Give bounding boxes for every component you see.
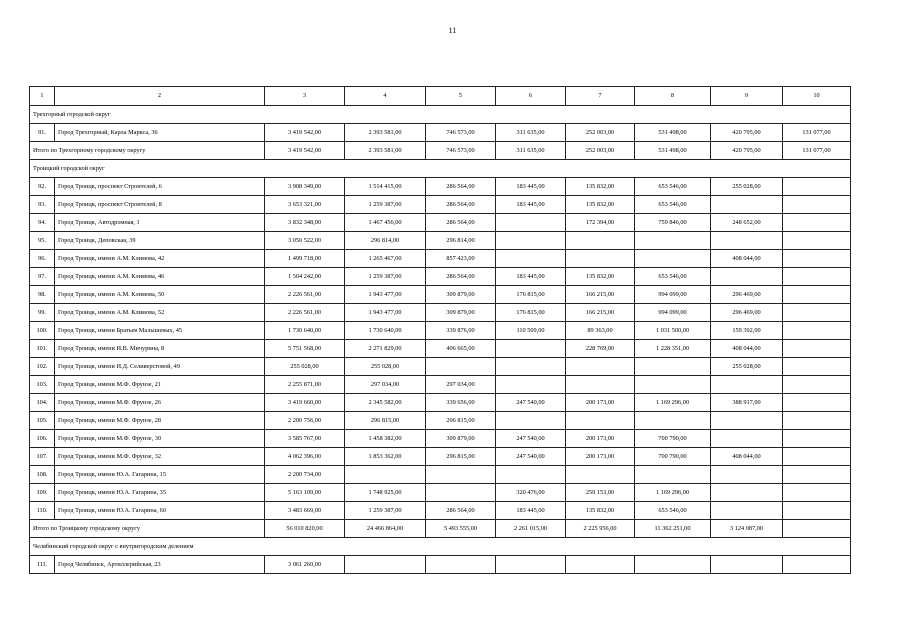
amount-cell: 531 498,00 [635,124,711,142]
amount-cell [711,466,783,484]
amount-cell: 3 419 542,00 [265,124,345,142]
amount-cell [345,466,426,484]
amount-cell [783,340,851,358]
amount-cell [711,412,783,430]
table-row [30,124,851,142]
address-cell: Город Трехгорный, Карла Маркса, 36 [55,124,265,142]
amount-cell [783,448,851,466]
amount-cell [566,376,635,394]
amount-cell [496,214,566,232]
total-cell: 252 003,00 [566,142,635,160]
amount-cell: 228 769,00 [566,340,635,358]
amount-cell: 311 635,00 [496,124,566,142]
amount-cell: 1 499 718,00 [265,250,345,268]
table-row [30,412,851,430]
amount-cell [496,232,566,250]
amount-cell: 176 815,00 [496,304,566,322]
total-cell: 746 573,00 [426,142,496,160]
total-cell: 311 635,00 [496,142,566,160]
amount-cell: 700 790,00 [635,430,711,448]
amount-cell [783,376,851,394]
amount-cell [783,484,851,502]
amount-cell: 1 169 296,00 [635,394,711,412]
table-row [30,448,851,466]
address-cell: Город Челябинск, Артиллерийская, 23 [55,556,265,574]
amount-cell: 2 226 561,00 [265,286,345,304]
amount-cell [711,268,783,286]
amount-cell: 166 215,00 [566,304,635,322]
total-row [30,142,851,160]
amount-cell: 255 028,00 [345,358,426,376]
amount-cell [711,502,783,520]
total-cell: 11 362 251,00 [635,520,711,538]
amount-cell [711,196,783,214]
amount-cell: 296 814,00 [426,232,496,250]
total-label: Итого по Троицкому городскому округу [30,520,265,538]
header-cell: 5 [426,87,496,106]
row-number: 102. [30,358,55,376]
amount-cell [426,484,496,502]
amount-cell: 166 215,00 [566,286,635,304]
amount-cell [635,376,711,394]
amount-cell [783,250,851,268]
table-row [30,394,851,412]
row-number: 106. [30,430,55,448]
amount-cell: 2 200 734,00 [265,466,345,484]
amount-cell: 297 034,00 [426,376,496,394]
amount-cell: 296 815,00 [426,412,496,430]
total-cell: 2 261 015,00 [496,520,566,538]
amount-cell: 1 259 387,00 [345,268,426,286]
amount-cell: 309 879,00 [426,430,496,448]
amount-cell: 252 003,00 [566,124,635,142]
amount-cell [783,502,851,520]
total-cell: 531 498,00 [635,142,711,160]
section-title: Трехгорный городской округ [30,106,851,124]
address-cell: Город Троицк, проспект Строителей, 8 [55,196,265,214]
amount-cell: 183 445,00 [496,268,566,286]
total-cell: 5 493 555,00 [426,520,496,538]
amount-cell: 406 665,00 [426,340,496,358]
total-cell: 3 124 087,00 [711,520,783,538]
amount-cell [635,232,711,250]
amount-cell: 135 832,00 [566,178,635,196]
table-row [30,556,851,574]
amount-cell [635,466,711,484]
amount-cell: 286 564,00 [426,196,496,214]
amount-cell [496,358,566,376]
amount-cell [783,196,851,214]
table-row [30,430,851,448]
amount-cell [783,304,851,322]
amount-cell: 135 832,00 [566,502,635,520]
table-row [30,466,851,484]
amount-cell: 653 546,00 [635,178,711,196]
amount-cell [783,466,851,484]
amount-cell: 3 908 349,00 [265,178,345,196]
amount-cell [496,250,566,268]
section-row [30,160,851,178]
row-number: 110. [30,502,55,520]
total-cell: 2 225 956,00 [566,520,635,538]
amount-cell: 2 255 871,00 [265,376,345,394]
amount-cell: 653 546,00 [635,268,711,286]
row-number: 109. [30,484,55,502]
amount-cell: 247 540,00 [496,394,566,412]
row-number: 93. [30,196,55,214]
amount-cell: 286 564,00 [426,502,496,520]
amount-cell: 1 514 415,00 [345,178,426,196]
amount-cell: 183 445,00 [496,196,566,214]
amount-cell [783,430,851,448]
row-number: 105. [30,412,55,430]
total-label: Итого по Трехгорному городскому округу [30,142,265,160]
table-row [30,304,851,322]
amount-cell: 159 392,00 [711,322,783,340]
table-row [30,250,851,268]
amount-cell: 255 028,00 [265,358,345,376]
amount-cell: 320 476,00 [496,484,566,502]
address-cell: Город Троицк, имени А.М. Климова, 46 [55,268,265,286]
amount-cell: 255 028,00 [711,358,783,376]
total-cell: 131 077,00 [783,142,851,160]
amount-cell: 3 653 321,00 [265,196,345,214]
amount-cell: 259 153,00 [566,484,635,502]
row-number: 97. [30,268,55,286]
amount-cell: 5 163 109,00 [265,484,345,502]
row-number: 101. [30,340,55,358]
amount-cell: 3 585 767,00 [265,430,345,448]
amount-cell: 286 564,00 [426,178,496,196]
table-row [30,214,851,232]
table-row [30,232,851,250]
row-number: 92. [30,178,55,196]
amount-cell [496,556,566,574]
amount-cell [783,394,851,412]
page-number: 11 [448,26,457,35]
amount-cell: 297 034,00 [345,376,426,394]
total-cell [783,520,851,538]
amount-cell: 89 363,00 [566,322,635,340]
amount-cell: 408 044,00 [711,448,783,466]
address-cell: Город Троицк, имени Братьев Малышевых, 45 [55,322,265,340]
amount-cell: 1 259 387,00 [345,502,426,520]
header-cell: 2 [55,87,265,106]
amount-cell [566,466,635,484]
amount-cell [783,412,851,430]
amount-cell [635,250,711,268]
amount-cell [496,412,566,430]
header-cell: 1 [30,87,55,106]
amount-cell: 1 943 477,00 [345,286,426,304]
address-cell: Город Троицк, имени М.Ф. Фрунзе, 28 [55,412,265,430]
amount-cell: 172 394,00 [566,214,635,232]
amount-cell [783,322,851,340]
address-cell: Город Троицк, Деповская, 39 [55,232,265,250]
amount-cell: 1 730 640,00 [345,322,426,340]
row-number: 107. [30,448,55,466]
total-cell: 56 010 820,00 [265,520,345,538]
amount-cell [426,358,496,376]
amount-cell: 255 028,00 [711,178,783,196]
amount-cell [496,340,566,358]
amount-cell: 2 393 581,00 [345,124,426,142]
table-row [30,322,851,340]
amount-cell: 200 173,00 [566,394,635,412]
amount-cell: 2 200 756,00 [265,412,345,430]
amount-cell [566,358,635,376]
table-row [30,484,851,502]
amount-cell: 4 062 396,00 [265,448,345,466]
row-number: 98. [30,286,55,304]
amount-cell: 2 345 582,00 [345,394,426,412]
document-table [29,86,851,574]
amount-cell [783,556,851,574]
amount-cell [711,232,783,250]
amount-cell [635,412,711,430]
amount-cell: 1 504 242,00 [265,268,345,286]
row-number: 94. [30,214,55,232]
amount-cell [635,556,711,574]
amount-cell [426,556,496,574]
amount-cell: 3 832 348,00 [265,214,345,232]
amount-cell: 176 815,00 [496,286,566,304]
amount-cell: 1 265 467,00 [345,250,426,268]
amount-cell [711,376,783,394]
table-row [30,376,851,394]
total-cell: 24 466 864,00 [345,520,426,538]
amount-cell [635,358,711,376]
amount-cell: 339 876,00 [426,322,496,340]
address-cell: Город Троицк, имени Ю.А. Гагарина, 60 [55,502,265,520]
amount-cell: 248 652,00 [711,214,783,232]
amount-cell: 135 832,00 [566,196,635,214]
amount-cell: 1 169 296,00 [635,484,711,502]
section-row [30,538,851,556]
address-cell: Город Троицк, имени А.М. Климова, 52 [55,304,265,322]
amount-cell [496,466,566,484]
header-cell: 3 [265,87,345,106]
amount-cell: 3 050 522,00 [265,232,345,250]
amount-cell: 183 445,00 [496,502,566,520]
amount-cell [711,484,783,502]
amount-cell [566,556,635,574]
table-row [30,178,851,196]
amount-cell: 296 469,00 [711,286,783,304]
amount-cell: 3 483 669,00 [265,502,345,520]
amount-cell [711,430,783,448]
row-number: 95. [30,232,55,250]
address-cell: Город Троицк, имени И.В. Мичурина, 8 [55,340,265,358]
header-cell: 9 [711,87,783,106]
amount-cell: 994 099,00 [635,304,711,322]
amount-cell: 1 748 925,00 [345,484,426,502]
amount-cell: 408 044,00 [711,250,783,268]
amount-cell: 1 467 456,00 [345,214,426,232]
row-number: 108. [30,466,55,484]
amount-cell: 759 846,00 [635,214,711,232]
amount-cell: 746 573,00 [426,124,496,142]
amount-cell: 247 540,00 [496,430,566,448]
amount-cell: 1 943 477,00 [345,304,426,322]
header-cell: 8 [635,87,711,106]
row-number: 91. [30,124,55,142]
amount-cell: 339 656,00 [426,394,496,412]
total-cell: 420 795,00 [711,142,783,160]
amount-cell [783,178,851,196]
table-row [30,502,851,520]
header-row [30,87,851,106]
row-number: 111. [30,556,55,574]
amount-cell: 1 031 500,00 [635,322,711,340]
address-cell: Город Троицк, имени М.Ф. Фрунзе, 32 [55,448,265,466]
amount-cell [345,556,426,574]
header-cell: 10 [783,87,851,106]
amount-cell [711,556,783,574]
amount-cell: 200 173,00 [566,448,635,466]
address-cell: Город Троицк, имени М.Ф. Фрунзе, 30 [55,430,265,448]
amount-cell [496,376,566,394]
table-row [30,358,851,376]
amount-cell [566,412,635,430]
row-number: 104. [30,394,55,412]
amount-cell [783,214,851,232]
amount-cell: 131 077,00 [783,124,851,142]
amount-cell: 247 540,00 [496,448,566,466]
amount-cell: 653 546,00 [635,196,711,214]
amount-cell: 286 564,00 [426,268,496,286]
total-cell: 3 419 542,00 [265,142,345,160]
header-cell: 7 [566,87,635,106]
amount-cell: 653 546,00 [635,502,711,520]
amount-cell: 2 271 829,00 [345,340,426,358]
amount-cell: 994 099,00 [635,286,711,304]
amount-cell: 408 044,00 [711,340,783,358]
amount-cell: 3 419 660,00 [265,394,345,412]
table-row [30,196,851,214]
amount-cell: 857 423,00 [426,250,496,268]
amount-cell: 200 173,00 [566,430,635,448]
amount-cell: 296 469,00 [711,304,783,322]
amount-cell: 296 814,00 [345,232,426,250]
amount-cell: 1 853 362,00 [345,448,426,466]
amount-cell: 309 879,00 [426,304,496,322]
amount-cell [426,466,496,484]
table-body [30,87,851,574]
amount-cell: 183 445,00 [496,178,566,196]
amount-cell: 1 730 640,00 [265,322,345,340]
table-row [30,340,851,358]
address-cell: Город Троицк, имени Ю.А. Гагарина, 15 [55,466,265,484]
amount-cell [783,268,851,286]
section-row [30,106,851,124]
section-title: Троицкий городской округ [30,160,851,178]
header-cell: 4 [345,87,426,106]
amount-cell: 700 790,00 [635,448,711,466]
amount-cell: 5 751 568,00 [265,340,345,358]
amount-cell [783,286,851,304]
address-cell: Город Троицк, Автодромная, 1 [55,214,265,232]
header-cell: 6 [496,87,566,106]
row-number: 96. [30,250,55,268]
amount-cell: 309 879,00 [426,286,496,304]
row-number: 103. [30,376,55,394]
amount-cell: 420 795,00 [711,124,783,142]
amount-cell: 3 061 260,00 [265,556,345,574]
row-number: 99. [30,304,55,322]
amount-cell: 388 917,00 [711,394,783,412]
amount-cell: 1 228 351,00 [635,340,711,358]
address-cell: Город Троицк, имени А.М. Климова, 50 [55,286,265,304]
address-cell: Город Троицк, имени И.Д. Селиверстовой, 49 [55,358,265,376]
amount-cell: 135 832,00 [566,268,635,286]
amount-cell: 1 259 387,00 [345,196,426,214]
address-cell: Город Троицк, имени М.Ф. Фрунзе, 21 [55,376,265,394]
address-cell: Город Троицк, проспект Строителей, 6 [55,178,265,196]
table-row [30,268,851,286]
total-row [30,520,851,538]
address-cell: Город Троицк, имени М.Ф. Фрунзе, 26 [55,394,265,412]
table-row [30,286,851,304]
amount-cell: 296 815,00 [426,448,496,466]
address-cell: Город Троицк, имени А.М. Климова, 42 [55,250,265,268]
amount-cell [566,232,635,250]
amount-cell: 296 815,00 [345,412,426,430]
amount-cell [566,250,635,268]
row-number: 100. [30,322,55,340]
amount-cell: 286 564,00 [426,214,496,232]
address-cell: Город Троицк, имени Ю.А. Гагарина, 35 [55,484,265,502]
amount-cell [783,358,851,376]
total-cell: 2 393 581,00 [345,142,426,160]
amount-cell: 1 458 382,00 [345,430,426,448]
amount-cell: 2 226 561,00 [265,304,345,322]
amount-cell: 110 509,00 [496,322,566,340]
amount-cell [783,232,851,250]
section-title: Челябинский городской округ с внутригородским делением [30,538,851,556]
